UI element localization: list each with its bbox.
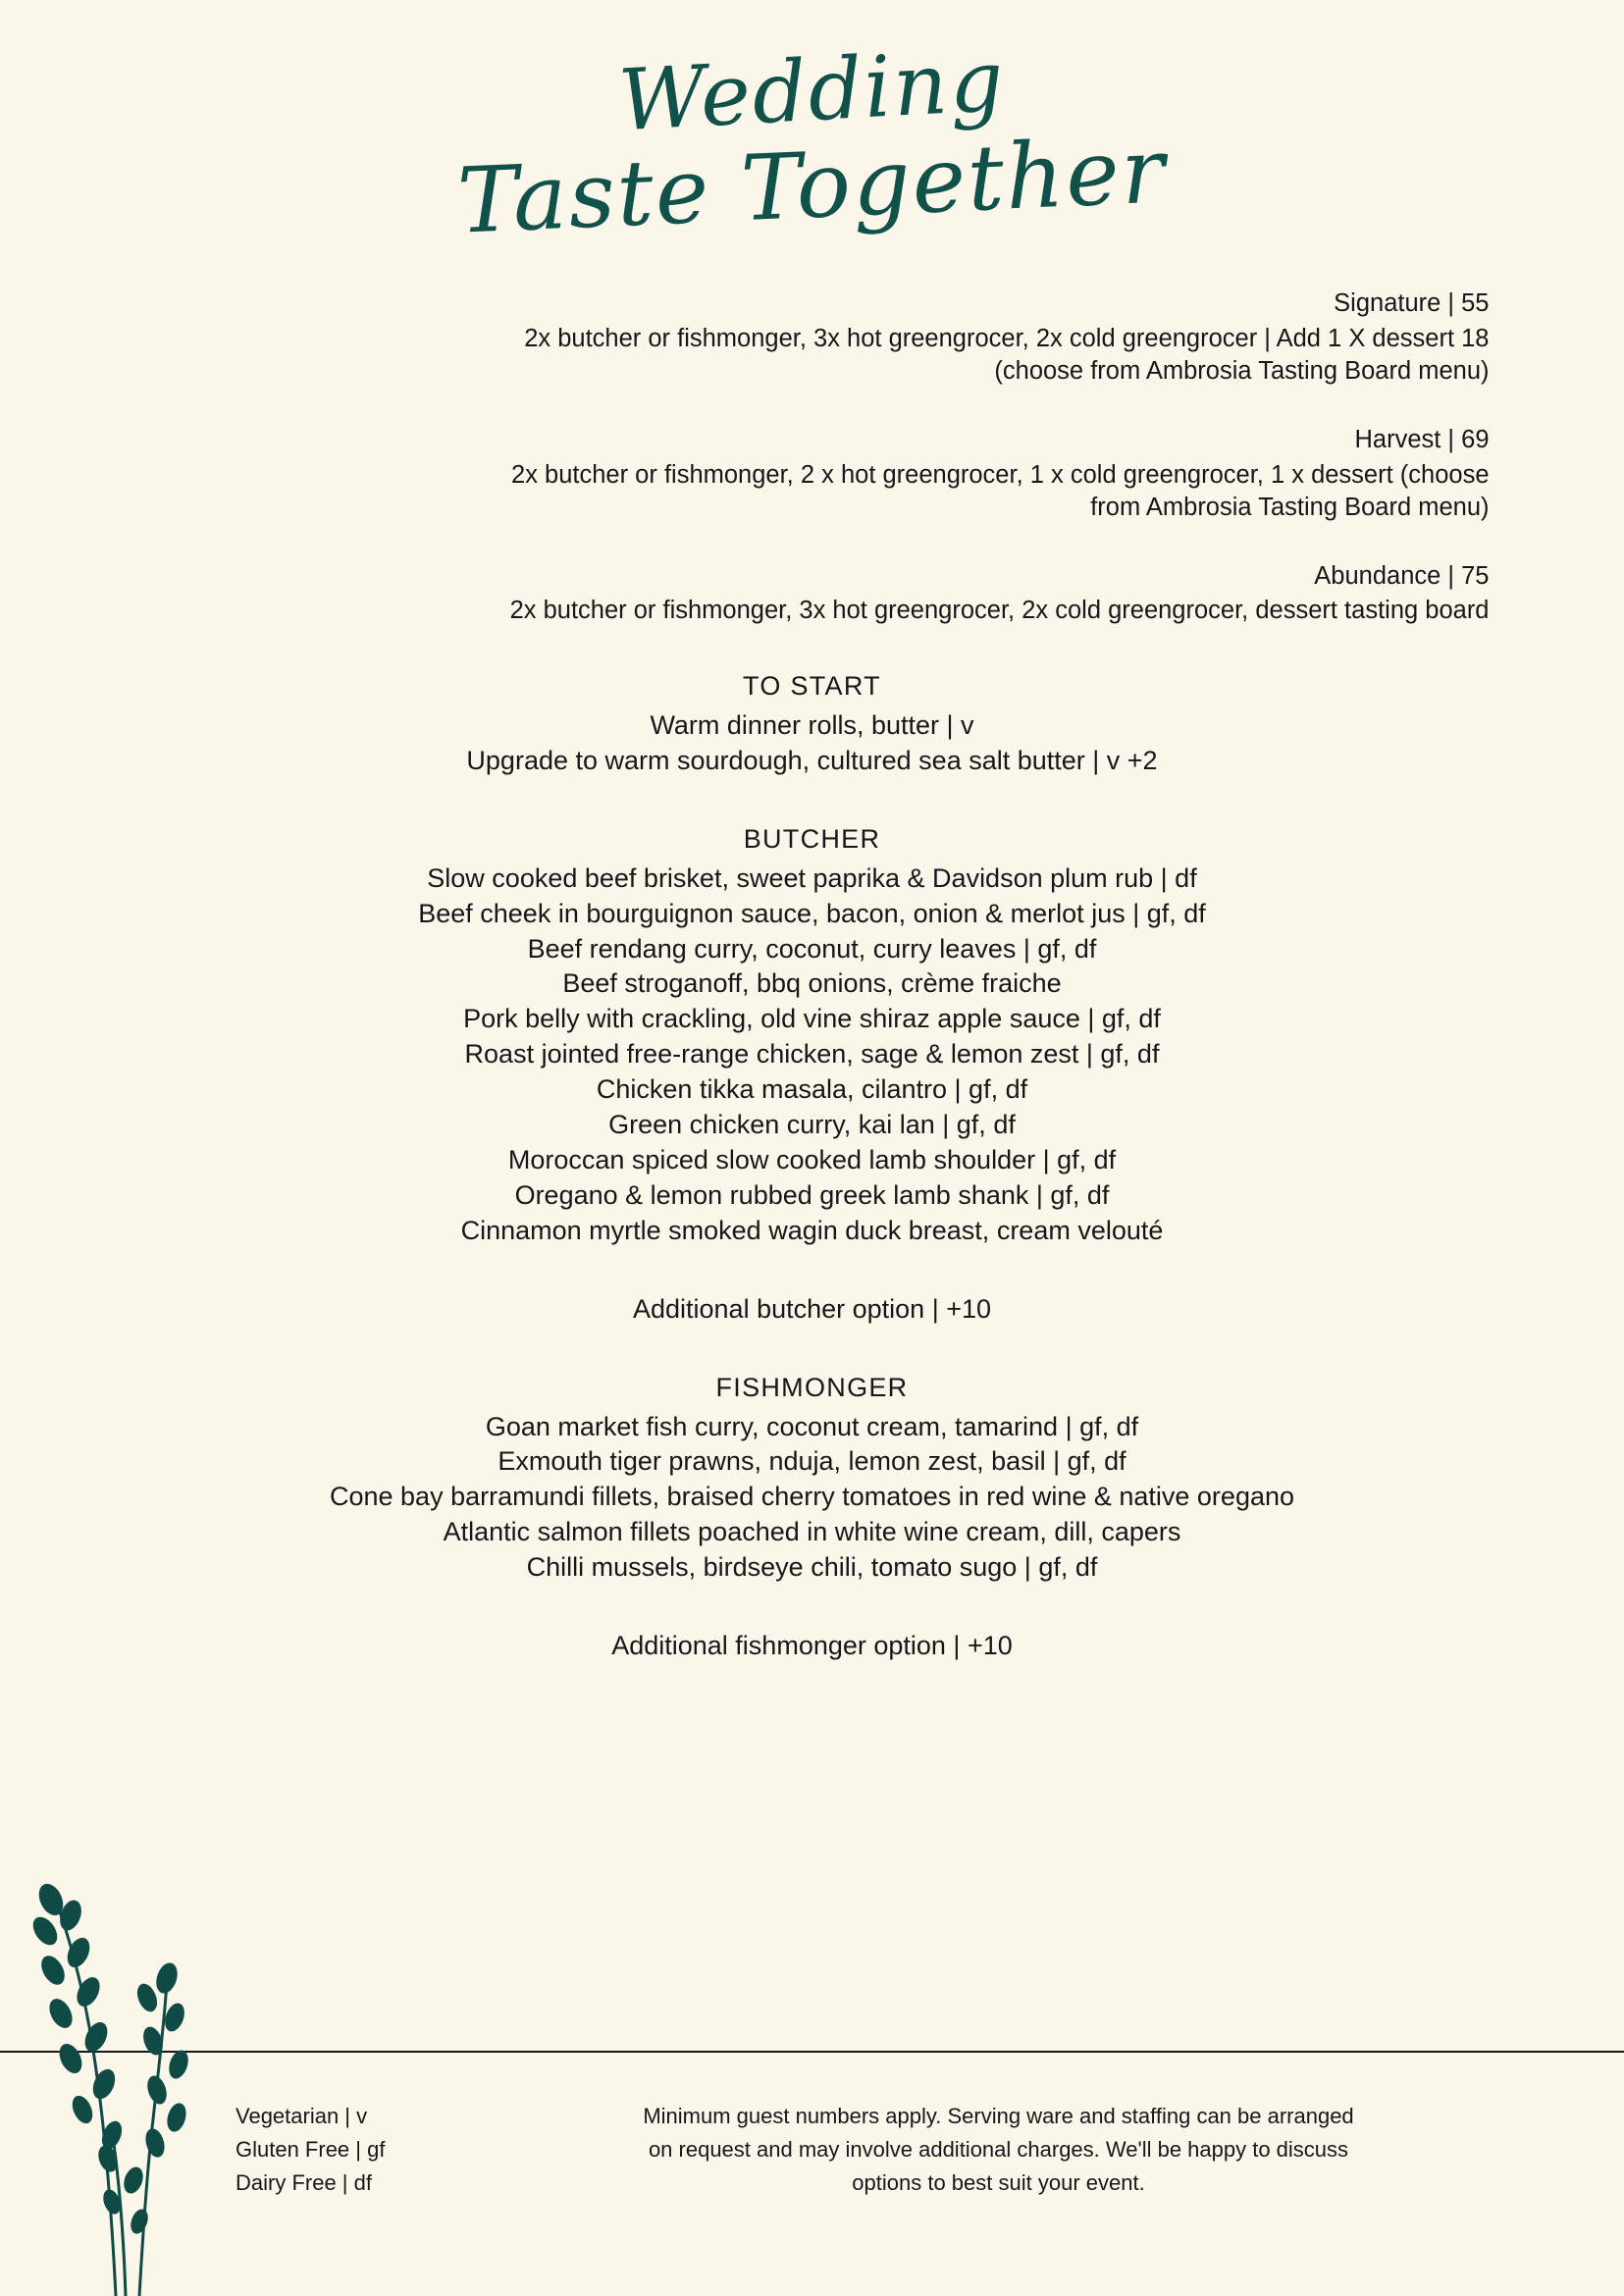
page-title-line-1: Wedding — [615, 31, 1008, 151]
menu-sections — [135, 669, 1490, 1664]
section-title: BUTCHER — [743, 823, 881, 854]
package-list — [135, 287, 1490, 628]
page-title-line-2: Taste Together — [455, 118, 1169, 255]
package-description-line: (choose from Ambrosia Tasting Board menu) — [994, 357, 1490, 386]
package-item — [135, 560, 1490, 628]
fine-print-line: on request and may involve additional charges. We'll be happy to discuss — [648, 2137, 1349, 2163]
package-item — [135, 287, 1490, 389]
menu-item: Slow cooked beef brisket, sweet paprika & Davidson plum rub | df — [427, 862, 1197, 893]
menu-item: Pork belly with crackling, old vine shiraz apple sauce | gf, df — [463, 1004, 1161, 1034]
menu-item: Chilli mussels, birdseye chili, tomato sugo | gf, df — [526, 1552, 1098, 1583]
menu-section-butcher — [135, 822, 1490, 1328]
menu-item: Chicken tikka masala, cilantro | gf, df — [596, 1074, 1028, 1105]
menu-item: Beef rendang curry, coconut, curry leaves | gf, df — [527, 933, 1097, 964]
menu-item: Roast jointed free-range chicken, sage & lemon zest | gf, df — [464, 1039, 1160, 1070]
fine-print-line: Minimum guest numbers apply. Serving ware and staffing can be arranged — [643, 2104, 1354, 2128]
fine-print — [530, 2100, 1506, 2200]
package-description — [135, 323, 1490, 389]
dietary-legend — [236, 2100, 530, 2200]
page-footer — [0, 2100, 1624, 2200]
menu-item: Moroccan spiced slow cooked lamb shoulder | gf, df — [507, 1145, 1117, 1175]
package-description — [135, 459, 1490, 525]
menu-item: Beef stroganoff, bbq onions, crème fraiche — [562, 968, 1062, 999]
menu-item: Goan market fish curry, coconut cream, tamarind | gf, df — [485, 1411, 1139, 1441]
menu-item: Green chicken curry, kai lan | gf, df — [608, 1110, 1016, 1140]
menu-title-block — [0, 0, 1624, 255]
section-note: Additional fishmonger option | +10 — [611, 1631, 1013, 1661]
legend-item: Gluten Free | gf — [236, 2137, 386, 2163]
package-item — [135, 424, 1490, 525]
menu-item: Beef cheek in bourguignon sauce, bacon, onion & merlot jus | gf, df — [418, 898, 1206, 928]
menu-item: Upgrade to warm sourdough, cultured sea salt butter | v +2 — [466, 745, 1158, 775]
package-description-line: 2x butcher or fishmonger, 2 x hot greengrocer, 1 x cold greengrocer, 1 x dessert (choose — [511, 460, 1490, 489]
footer-divider — [0, 2051, 1624, 2053]
fine-print-line: options to best suit your event. — [852, 2170, 1145, 2196]
package-description-line: 2x butcher or fishmonger, 3x hot greengrocer, 2x cold greengrocer, dessert tasting board — [509, 597, 1490, 625]
package-name: Harvest | 69 — [1354, 425, 1490, 453]
menu-item: Exmouth tiger prawns, nduja, lemon zest, basil | gf, df — [498, 1446, 1126, 1477]
package-description-line: from Ambrosia Tasting Board menu) — [1090, 494, 1490, 522]
legend-item: Dairy Free | df — [236, 2170, 372, 2196]
menu-item: Oregano & lemon rubbed greek lamb shank | gf, df — [514, 1179, 1110, 1210]
section-title: FISHMONGER — [715, 1372, 909, 1402]
menu-item: Cone bay barramundi fillets, braised cherry tomatoes in red wine & native oregano — [329, 1482, 1295, 1512]
section-note: Additional butcher option | +10 — [632, 1293, 992, 1324]
package-description — [135, 595, 1490, 628]
menu-item: Cinnamon myrtle smoked wagin duck breast, cream velouté — [460, 1215, 1164, 1245]
menu-item: Atlantic salmon fillets poached in white wine cream, dill, capers — [443, 1517, 1181, 1547]
section-spacer — [135, 779, 1490, 822]
package-name: Abundance | 75 — [1314, 561, 1490, 590]
legend-item: Vegetarian | v — [236, 2104, 368, 2128]
section-title: TO START — [743, 671, 881, 702]
menu-section-fishmonger — [135, 1371, 1490, 1664]
package-description-line: 2x butcher or fishmonger, 3x hot greengrocer, 2x cold greengrocer | Add 1 X dessert 18 — [524, 324, 1490, 352]
menu-section-to-start — [135, 669, 1490, 779]
menu-item: Warm dinner rolls, butter | v — [650, 710, 974, 741]
package-name: Signature | 55 — [1334, 288, 1490, 317]
menu-content — [135, 287, 1490, 1664]
